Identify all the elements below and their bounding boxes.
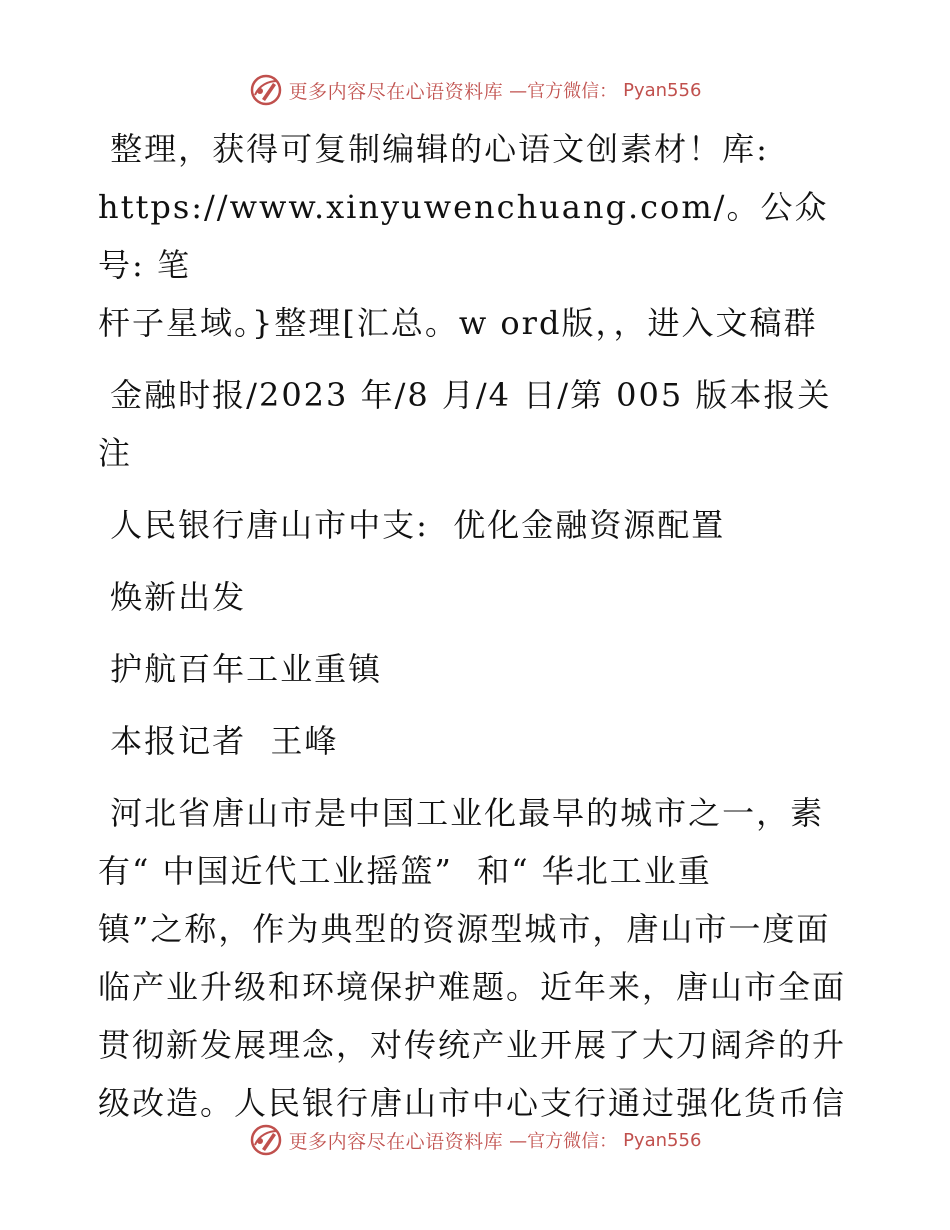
body-line: 河北省唐山市是中国工业化最早的城市之一，素 [98, 794, 825, 832]
headline-title: 人民银行唐山市中支: 优化金融资源配置 [98, 506, 726, 544]
watermark-sub-text: —官方微信： [509, 81, 618, 102]
watermark-wechat-id: Pyan556 [623, 79, 702, 101]
source-line-2: 注 [98, 434, 133, 472]
body-line: 级改造。人民银行唐山市中心支行通过强化货币信 [98, 1084, 847, 1122]
intro-line-1: 整理，获得可复制编辑的心语文创素材！库: [98, 130, 769, 168]
watermark-content [249, 1123, 702, 1157]
watermark-content [249, 73, 702, 107]
body-line: 镇”之称，作为典型的资源型城市，唐山市一度面 [98, 910, 831, 948]
source-line-1: 金融时报/2023 年/8 月/4 日/第 005 版本报关 [98, 376, 832, 414]
intro-line-3: 杆子星域。}整理[汇总。w ord版，，进入文稿群 [98, 304, 818, 342]
body-line: 临产业升级和环境保护难题。近年来，唐山市全面 [98, 968, 847, 1006]
footer-watermark-banner [0, 1120, 950, 1160]
pen-logo-icon [249, 1123, 283, 1157]
pen-logo-icon [249, 73, 283, 107]
watermark-sub-text: —官方微信： [509, 1131, 618, 1152]
watermark-main-text: 更多内容尽在心语资料库 [288, 1130, 504, 1153]
watermark-wechat-id: Pyan556 [623, 1129, 702, 1151]
headline-sub-1: 焕新出发 [98, 578, 247, 616]
body-line: 贯彻新发展理念，对传统产业开展了大刀阔斧的升 [98, 1026, 847, 1064]
watermark-main-text: 更多内容尽在心语资料库 [288, 80, 504, 103]
body-line: 有“ 中国近代工业摇篮” 和“ 华北工业重 [98, 852, 712, 890]
intro-line-2: https://www.xinyuwenchuang.com/。公众号: 笔 [98, 188, 829, 284]
header-watermark-banner [0, 70, 950, 110]
headline-sub-2: 护航百年工业重镇 [98, 650, 383, 688]
document-body [98, 120, 858, 1132]
byline: 本报记者 王峰 [98, 722, 339, 760]
